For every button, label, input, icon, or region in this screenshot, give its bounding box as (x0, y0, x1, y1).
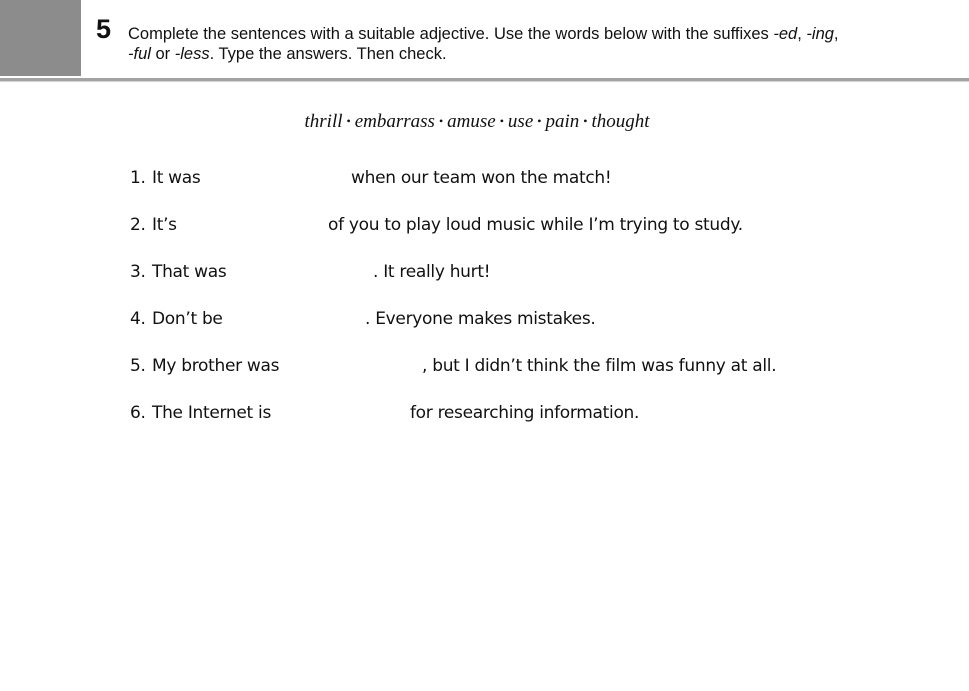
word-bank-word: thrill (304, 111, 343, 132)
sentence-row (130, 306, 830, 332)
suffix-less: -less (174, 45, 210, 63)
answer-input[interactable] (216, 167, 350, 191)
sentence-row (130, 165, 830, 191)
word-bank-word: thought (591, 111, 650, 132)
word-bank (0, 108, 954, 135)
sentence-text-after: for researching information. (410, 403, 640, 423)
sentence-number: 4. (130, 309, 146, 329)
sentence-number: 2. (130, 215, 146, 235)
sentence-number: 5. (130, 356, 146, 376)
word-bank-separator: • (583, 114, 588, 128)
instructions-line-2 (128, 44, 928, 64)
sentence-row (130, 259, 830, 285)
sentence-number: 1. (130, 168, 146, 188)
sentence-text-before: My brother was (152, 356, 280, 376)
sentence-text-after: of you to play loud music while I’m trying to study. (328, 215, 743, 235)
sentence-text-before: It’s (152, 215, 177, 235)
exercise-number: 5 (96, 14, 112, 44)
instructions-text: Complete the sentences with a suitable adjective. Use the words below with the suffixes (128, 25, 774, 43)
sentence-number: 3. (130, 262, 146, 282)
exercise-instructions (128, 24, 928, 64)
sentence-text-after: when our team won the match! (351, 168, 612, 188)
answer-input[interactable] (282, 355, 424, 379)
word-bank-word: use (507, 111, 534, 132)
sentence-text-before: That was (152, 262, 227, 282)
answer-input[interactable] (235, 261, 375, 285)
sentence-text-before: The Internet is (152, 403, 272, 423)
sentence-text-before: It was (152, 168, 201, 188)
word-bank-separator: • (499, 114, 504, 128)
suffix-ful: -ful (128, 45, 151, 63)
word-bank-separator: • (346, 114, 351, 128)
header-divider-shadow (0, 81, 969, 82)
suffix-ing: -ing (806, 25, 834, 43)
word-bank-separator: • (537, 114, 542, 128)
answer-input[interactable] (193, 214, 327, 238)
word-bank-word: pain (545, 111, 580, 132)
instructions-comma: , (797, 25, 807, 43)
sentence-row (130, 212, 830, 238)
header-corner-block (0, 0, 81, 76)
answer-input[interactable] (225, 308, 367, 332)
sentence-row (130, 400, 830, 426)
sentence-number: 6. (130, 403, 146, 423)
sentence-text-before: Don’t be (152, 309, 223, 329)
word-bank-separator: • (438, 114, 444, 128)
word-bank-word: amuse (447, 111, 496, 132)
instructions-end: . Type the answers. Then check. (209, 45, 447, 63)
sentence-row (130, 353, 830, 379)
sentence-text-after: . It really hurt! (373, 262, 491, 282)
instructions-or: or (150, 45, 175, 63)
instructions-comma: , (833, 25, 839, 43)
suffix-ed: -ed (773, 25, 798, 43)
answer-input[interactable] (270, 402, 410, 426)
sentence-text-after: . Everyone makes mistakes. (365, 309, 596, 329)
word-bank-word: embarrass (354, 111, 435, 132)
sentence-text-after: , but I didn’t think the film was funny at all. (422, 356, 777, 376)
instructions-line-1 (128, 24, 928, 44)
